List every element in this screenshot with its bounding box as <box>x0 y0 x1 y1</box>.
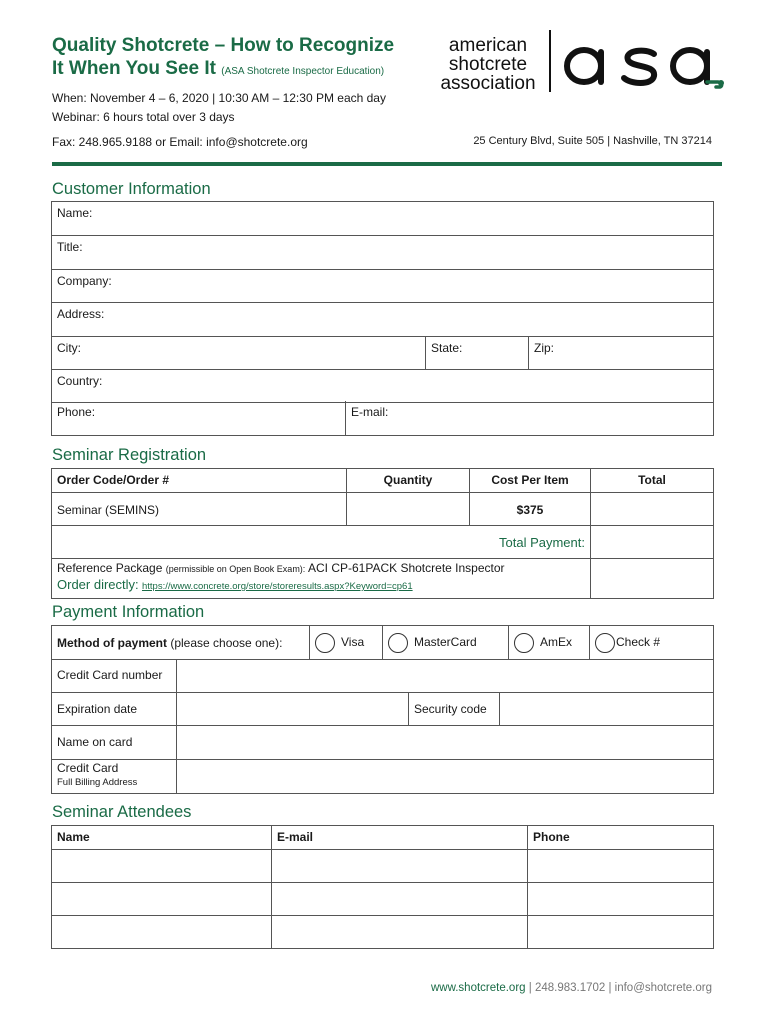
payment-heading: Payment Information <box>52 603 205 621</box>
seminar-total-field[interactable] <box>591 493 714 526</box>
customer-address-field[interactable]: Address: <box>52 303 714 337</box>
order-link[interactable]: https://www.concrete.org/store/storeresults.aspx?Keyword=cp61 <box>141 581 413 592</box>
col-quantity: Quantity <box>347 469 470 493</box>
option-visa[interactable]: Visa <box>310 626 383 660</box>
attendee-phone-field[interactable] <box>528 916 714 949</box>
cc-number-label: Credit Card number <box>52 659 177 692</box>
option-check[interactable]: Check # <box>590 626 714 660</box>
attendees-table <box>51 825 714 949</box>
reference-total-field[interactable] <box>591 559 714 599</box>
title-line-1: Quality Shotcrete – How to Recognize <box>52 35 395 56</box>
header-rule <box>52 162 722 166</box>
customer-contact-table <box>51 401 714 436</box>
attendee-email-field[interactable] <box>272 916 528 949</box>
name-on-card-field[interactable] <box>177 725 714 759</box>
customer-zip-field[interactable]: Zip: <box>529 337 714 370</box>
radio-check[interactable] <box>595 633 615 653</box>
customer-phone-field[interactable]: Phone: <box>52 401 346 435</box>
attendee-email-field[interactable] <box>272 850 528 883</box>
reference-package: Reference Package (permissible on Open Book Exam): ACI CP-61PACK Shotcrete Inspector Order directly: https://www.concrete.org/store/storeresults.aspx?Keyword=cp61 <box>52 559 591 599</box>
attendee-phone-field[interactable] <box>528 883 714 916</box>
security-label: Security code <box>409 692 500 725</box>
asa-logo-icon <box>560 40 730 96</box>
contact-fax-email: Fax: 248.965.9188 or Email: info@shotcrete.org <box>52 135 308 149</box>
payment-method-label: Method of payment (please choose one): <box>52 626 310 660</box>
cc-number-field[interactable] <box>177 659 714 692</box>
customer-city-field[interactable]: City: <box>52 337 426 370</box>
footer-website-link[interactable]: www.shotcrete.org <box>430 982 526 994</box>
customer-name-field[interactable]: Name: <box>52 202 714 236</box>
payment-card-table <box>51 659 714 794</box>
attendees-heading: Seminar Attendees <box>52 803 192 821</box>
attendee-name-field[interactable] <box>52 883 272 916</box>
attendee-phone-field[interactable] <box>528 850 714 883</box>
col-order-code: Order Code/Order # <box>52 469 347 493</box>
event-when: When: November 4 – 6, 2020 | 10:30 AM – 12:30 PM each day <box>52 91 386 105</box>
footer-contact: | 248.983.1702 | info@shotcrete.org <box>525 982 712 994</box>
event-webinar: Webinar: 6 hours total over 3 days <box>52 110 235 124</box>
radio-mastercard[interactable] <box>388 633 408 653</box>
footer <box>0 982 712 994</box>
seminar-price: $375 <box>470 493 591 526</box>
total-payment-field[interactable] <box>591 526 714 559</box>
security-field[interactable] <box>500 692 714 725</box>
customer-heading: Customer Information <box>52 180 211 198</box>
expiration-label: Expiration date <box>52 692 177 725</box>
total-payment-label: Total Payment: <box>52 526 591 559</box>
option-mastercard[interactable]: MasterCard <box>383 626 509 660</box>
option-amex[interactable]: AmEx <box>509 626 590 660</box>
customer-email-field[interactable]: E-mail: <box>346 401 714 435</box>
radio-visa[interactable] <box>315 633 335 653</box>
contact-address: 25 Century Blvd, Suite 505 | Nashville, TN 37214 <box>473 135 712 147</box>
col-total: Total <box>591 469 714 493</box>
title-line-2: It When You See It <box>52 58 216 79</box>
radio-amex[interactable] <box>514 633 534 653</box>
logo-wordmark: american shotcrete association <box>440 35 536 94</box>
table-row <box>52 850 714 883</box>
customer-table <box>51 201 714 403</box>
form-title <box>52 34 394 83</box>
customer-state-field[interactable]: State: <box>426 337 529 370</box>
billing-address-field[interactable] <box>177 759 714 793</box>
attendee-name-field[interactable] <box>52 916 272 949</box>
col-attendee-phone: Phone <box>528 826 714 850</box>
col-cost: Cost Per Item <box>470 469 591 493</box>
title-subtitle: (ASA Shotcrete Inspector Education) <box>221 66 385 77</box>
attendee-email-field[interactable] <box>272 883 528 916</box>
payment-method-table <box>51 625 714 660</box>
customer-company-field[interactable]: Company: <box>52 270 714 303</box>
expiration-field[interactable] <box>177 692 409 725</box>
logo-divider <box>549 30 551 92</box>
col-attendee-email: E-mail <box>272 826 528 850</box>
seminar-heading: Seminar Registration <box>52 446 207 464</box>
seminar-quantity-field[interactable] <box>347 493 470 526</box>
customer-title-field[interactable]: Title: <box>52 236 714 270</box>
order-directly-label: Order directly: <box>57 577 139 592</box>
seminar-item: Seminar (SEMINS) <box>52 493 347 526</box>
customer-country-field[interactable]: Country: <box>52 370 714 403</box>
table-row <box>52 916 714 949</box>
col-attendee-name: Name <box>52 826 272 850</box>
table-row <box>52 883 714 916</box>
attendee-name-field[interactable] <box>52 850 272 883</box>
billing-address-label: Credit Card Full Billing Address <box>52 759 177 793</box>
seminar-table <box>51 468 714 599</box>
name-on-card-label: Name on card <box>52 725 177 759</box>
